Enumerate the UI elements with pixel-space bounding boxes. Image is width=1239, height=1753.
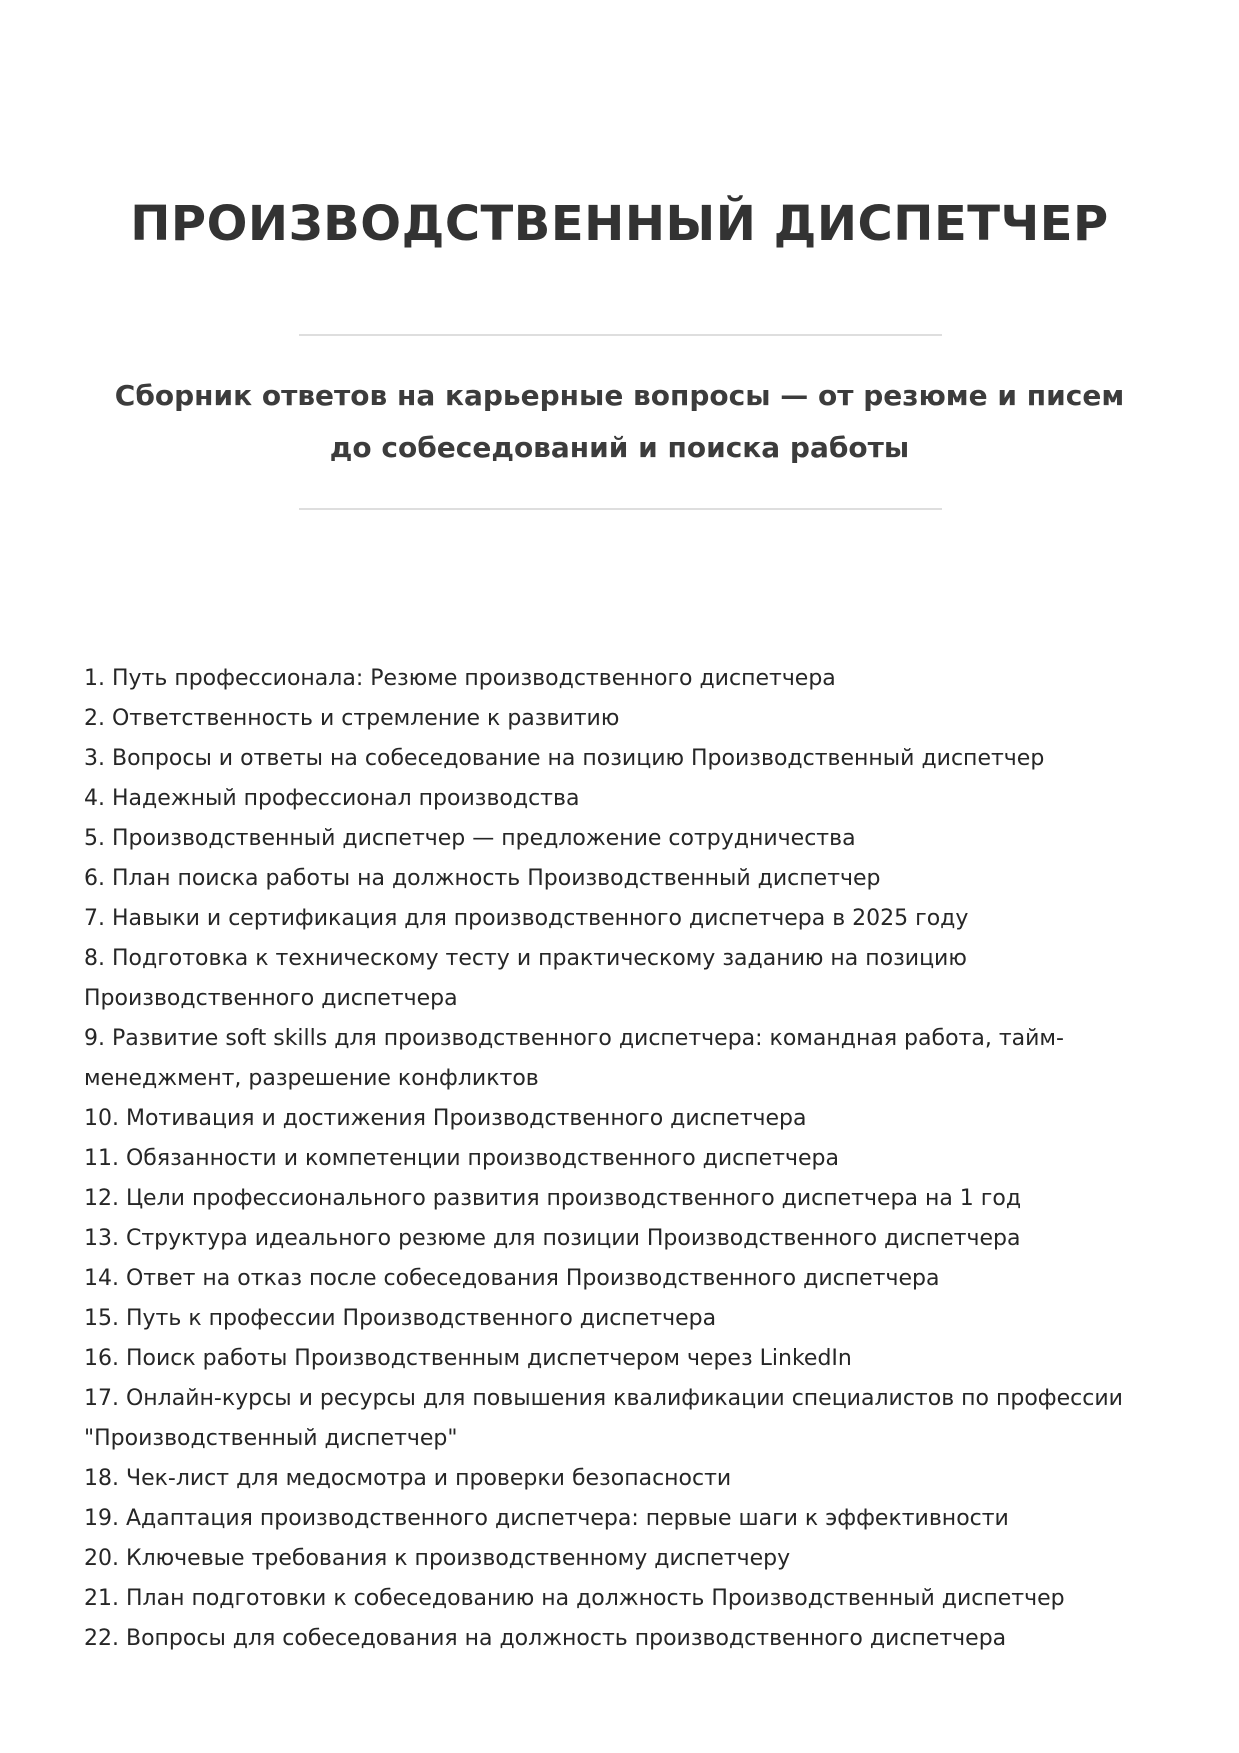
toc-item[interactable]: 15. Путь к профессии Производственного диспетчера [84,1306,717,1331]
toc-item[interactable]: 2. Ответственность и стремление к развитию [84,706,620,731]
toc-item[interactable]: 12. Цели профессионального развития производственного диспетчера на 1 год [84,1186,1022,1211]
toc-item[interactable]: 7. Навыки и сертификация для производственного диспетчера в 2025 году [84,906,969,931]
toc-item[interactable]: 16. Поиск работы Производственным диспетчером через LinkedIn [84,1346,852,1371]
toc-item[interactable]: 18. Чек-лист для медосмотра и проверки безопасности [84,1466,732,1491]
toc-item[interactable]: 19. Адаптация производственного диспетчера: первые шаги к эффективности [84,1506,1009,1531]
toc-item[interactable]: 17. Онлайн-курсы и ресурсы для повышения квалификации специалистов по профессии "Производственный диспетчер" [84,1386,1123,1451]
toc-item[interactable]: 4. Надежный профессионал производства [84,786,580,811]
table-of-contents [84,659,1134,1659]
toc-item[interactable]: 13. Структура идеального резюме для позиции Производственного диспетчера [84,1226,1021,1251]
toc-item[interactable]: 9. Развитие soft skills для производственного диспетчера: командная работа, тайм-менеджмент, разрешение конфликтов [84,1026,1064,1091]
toc-item[interactable]: 3. Вопросы и ответы на собеседование на позицию Производственный диспетчер [84,746,1045,771]
toc-item[interactable]: 6. План поиска работы на должность Производственный диспетчер [84,866,881,891]
toc-item[interactable]: 11. Обязанности и компетенции производственного диспетчера [84,1146,839,1171]
toc-item[interactable]: 10. Мотивация и достижения Производственного диспетчера [84,1106,807,1131]
toc-item[interactable]: 1. Путь профессионала: Резюме производственного диспетчера [84,666,836,691]
title-divider-bottom [299,508,942,510]
toc-item[interactable]: 8. Подготовка к техническому тесту и практическому заданию на позицию Производственного диспетчера [84,946,967,1011]
title-divider-top [299,334,942,336]
toc-item[interactable]: 5. Производственный диспетчер — предложение сотрудничества [84,826,856,851]
document-title: ПРОИЗВОДСТВЕННЫЙ ДИСПЕТЧЕР [130,196,1109,252]
toc-item[interactable]: 20. Ключевые требования к производственному диспетчеру [84,1546,791,1571]
toc-item[interactable]: 21. План подготовки к собеседованию на должность Производственный диспетчер [84,1586,1065,1611]
document-subtitle: Сборник ответов на карьерные вопросы — от резюме и писем до собеседований и поиска работы [114,379,1125,464]
toc-item[interactable]: 14. Ответ на отказ после собеседования Производственного диспетчера [84,1266,940,1291]
toc-item[interactable]: 22. Вопросы для собеседования на должность производственного диспетчера [84,1626,1007,1651]
